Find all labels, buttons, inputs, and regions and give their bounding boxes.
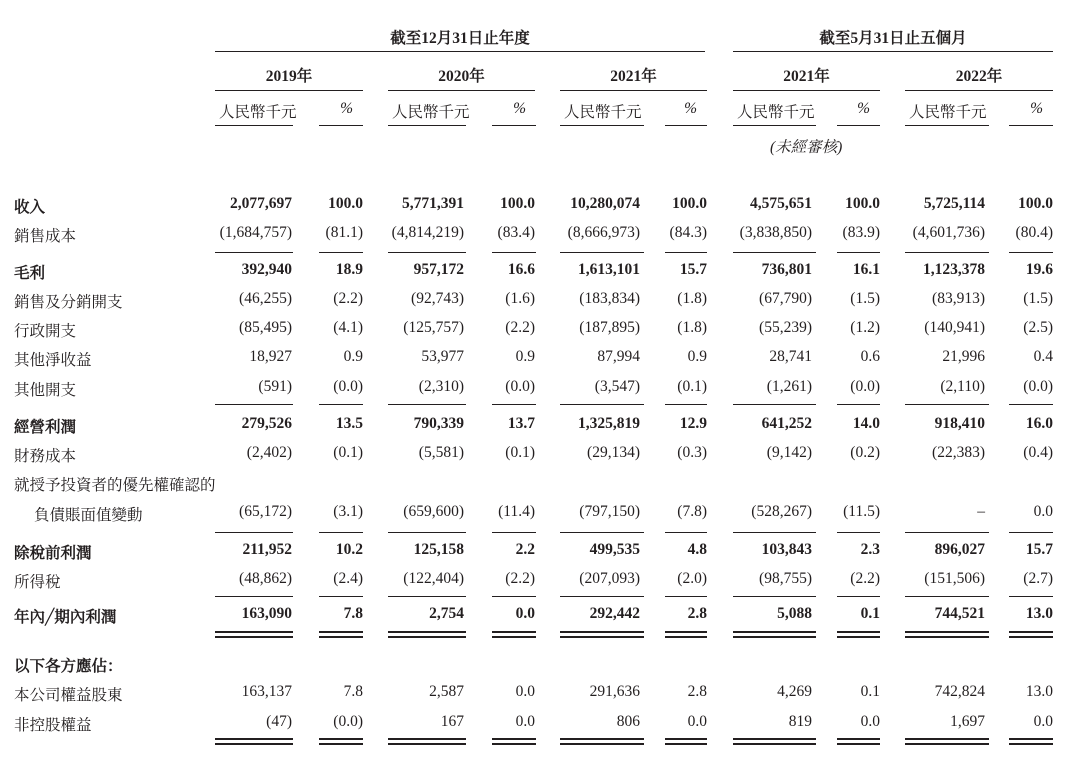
row-label: 就授予投資者的優先權確認的: [14, 477, 216, 494]
total-double-rule: [560, 738, 644, 740]
pct-cell: (1.6): [505, 290, 535, 307]
subtotal-rule: [388, 252, 466, 253]
amount-cell: 392,940: [241, 261, 292, 278]
pct-cell: 16.6: [507, 261, 535, 278]
amount-cell: 918,410: [934, 415, 985, 432]
period-year: 2021年: [610, 68, 657, 85]
subtotal-rule: [905, 404, 989, 405]
pct-cell: 0.1: [860, 605, 880, 622]
total-double-rule: [837, 738, 880, 740]
total-double-rule: [733, 738, 816, 740]
amount-cell: (3,838,850): [739, 224, 812, 241]
total-double-rule: [560, 631, 644, 633]
pct-cell: (1.2): [850, 319, 880, 336]
pct-cell: (2.2): [850, 570, 880, 587]
amount-cell: 736,801: [761, 261, 812, 278]
subtotal-rule: [837, 596, 880, 597]
pct-cell: 19.6: [1025, 261, 1053, 278]
amount-cell: 5,088: [777, 605, 812, 622]
pct-cell: 0.4: [1033, 348, 1053, 365]
amount-cell: (1,261): [766, 378, 812, 395]
unit-pct-rule: [1009, 125, 1053, 126]
unit-amount-label: 人民幣千元: [564, 104, 642, 121]
amount-cell: 790,339: [413, 415, 464, 432]
pct-cell: 16.0: [1025, 415, 1053, 432]
pct-cell: (2.4): [333, 570, 363, 587]
total-double-rule: [733, 743, 816, 745]
pct-cell: 12.9: [679, 415, 707, 432]
pct-cell: (0.4): [1023, 444, 1053, 461]
total-double-rule: [492, 636, 536, 638]
subtotal-rule: [319, 532, 363, 533]
total-double-rule: [388, 631, 466, 633]
pct-cell: (0.0): [333, 713, 363, 730]
pct-cell: 13.0: [1025, 683, 1053, 700]
subtotal-rule: [1009, 532, 1053, 533]
row-label: 收入: [14, 199, 46, 216]
pct-cell: 0.0: [1033, 713, 1053, 730]
amount-cell: (207,093): [579, 570, 640, 587]
pct-cell: 18.9: [335, 261, 363, 278]
group-rule-right: [733, 51, 1053, 52]
year-rule: [388, 90, 535, 91]
pct-cell: 15.7: [679, 261, 707, 278]
amount-cell: 2,077,697: [230, 195, 292, 212]
pct-cell: (0.2): [850, 444, 880, 461]
subtotal-rule: [905, 532, 989, 533]
row-label: 行政開支: [14, 323, 77, 340]
subtotal-rule: [837, 252, 880, 253]
amount-cell: (83,913): [932, 290, 985, 307]
unit-amount-label: 人民幣千元: [392, 104, 470, 121]
pct-cell: (1.8): [677, 319, 707, 336]
total-double-rule: [905, 636, 989, 638]
total-double-rule: [905, 738, 989, 740]
pct-cell: 0.9: [343, 348, 363, 365]
amount-cell: 103,843: [761, 541, 812, 558]
row-label: 除稅前利潤: [14, 545, 92, 562]
subtotal-rule: [905, 252, 989, 253]
amount-cell: (797,150): [579, 503, 640, 520]
amount-cell: –: [977, 503, 985, 520]
amount-cell: 87,994: [597, 348, 640, 365]
subtotal-rule: [665, 532, 707, 533]
unit-amount-label: 人民幣千元: [909, 104, 987, 121]
total-double-rule: [837, 636, 880, 638]
pct-cell: (0.3): [677, 444, 707, 461]
pct-cell: 14.0: [852, 415, 880, 432]
amount-cell: 742,824: [934, 683, 985, 700]
total-double-rule: [665, 631, 707, 633]
amount-cell: 744,521: [934, 605, 985, 622]
total-double-rule: [319, 636, 363, 638]
subtotal-rule: [733, 252, 816, 253]
unit-pct-rule: [492, 125, 536, 126]
pct-cell: 13.7: [507, 415, 535, 432]
amount-cell: (528,267): [751, 503, 812, 520]
total-double-rule: [665, 743, 707, 745]
unit-pct-label: %: [1030, 100, 1043, 117]
total-double-rule: [319, 631, 363, 633]
subtotal-rule: [733, 404, 816, 405]
row-label: 經營利潤: [14, 419, 77, 436]
amount-cell: 4,575,651: [750, 195, 812, 212]
amount-cell: 292,442: [589, 605, 640, 622]
total-double-rule: [388, 738, 466, 740]
total-double-rule: [388, 743, 466, 745]
pct-cell: 2.3: [860, 541, 880, 558]
amount-cell: 1,123,378: [923, 261, 985, 278]
attributable-heading: 以下各方應佔：: [14, 658, 123, 675]
total-double-rule: [215, 738, 293, 740]
pct-cell: (2.7): [1023, 570, 1053, 587]
pct-cell: (83.9): [842, 224, 880, 241]
total-double-rule: [560, 636, 644, 638]
pct-cell: (0.0): [1023, 378, 1053, 395]
pct-cell: (11.4): [498, 503, 535, 520]
pct-cell: 0.9: [687, 348, 707, 365]
period-year: 2021年: [783, 68, 830, 85]
subtotal-rule: [560, 404, 644, 405]
total-double-rule: [733, 631, 816, 633]
subtotal-rule: [215, 404, 293, 405]
unit-amount-rule: [560, 125, 644, 126]
amount-cell: 18,927: [249, 348, 292, 365]
subtotal-rule: [215, 532, 293, 533]
amount-cell: (92,743): [411, 290, 464, 307]
pct-cell: 7.8: [343, 605, 363, 622]
year-rule: [733, 90, 880, 91]
amount-cell: (140,941): [924, 319, 985, 336]
subtotal-rule: [319, 252, 363, 253]
amount-cell: 806: [616, 713, 640, 730]
pct-cell: 4.8: [687, 541, 707, 558]
subtotal-rule: [560, 532, 644, 533]
amount-cell: (1,684,757): [219, 224, 292, 241]
amount-cell: 5,771,391: [402, 195, 464, 212]
total-double-rule: [215, 636, 293, 638]
total-double-rule: [1009, 636, 1053, 638]
total-double-rule: [215, 631, 293, 633]
amount-cell: 167: [440, 713, 464, 730]
pct-cell: 100.0: [1018, 195, 1053, 212]
unit-amount-rule: [388, 125, 466, 126]
amount-cell: (187,895): [579, 319, 640, 336]
amount-cell: (22,383): [932, 444, 985, 461]
unit-amount-rule: [215, 125, 293, 126]
unit-amount-label: 人民幣千元: [219, 104, 297, 121]
pct-cell: (3.1): [333, 503, 363, 520]
total-double-rule: [665, 636, 707, 638]
amount-cell: (4,601,736): [912, 224, 985, 241]
row-label: 銷售成本: [14, 228, 77, 245]
subtotal-rule: [492, 404, 536, 405]
amount-cell: (67,790): [759, 290, 812, 307]
amount-cell: (122,404): [403, 570, 464, 587]
pct-cell: 2.2: [515, 541, 535, 558]
pct-cell: (0.0): [333, 378, 363, 395]
amount-cell: (8,666,973): [567, 224, 640, 241]
subtotal-rule: [665, 404, 707, 405]
pct-cell: 13.5: [335, 415, 363, 432]
amount-cell: (98,755): [759, 570, 812, 587]
row-label: 銷售及分銷開支: [14, 294, 123, 311]
amount-cell: (2,310): [418, 378, 464, 395]
amount-cell: (65,172): [239, 503, 292, 520]
amount-cell: (55,239): [759, 319, 812, 336]
amount-cell: 5,725,114: [923, 195, 985, 212]
row-label: 本公司權益股東: [14, 687, 123, 704]
amount-cell: 163,090: [241, 605, 292, 622]
amount-cell: 1,613,101: [578, 261, 640, 278]
subtotal-rule: [492, 252, 536, 253]
row-label: 年內╱期內利潤: [14, 609, 117, 626]
pct-cell: (2.5): [1023, 319, 1053, 336]
unit-pct-label: %: [513, 100, 526, 117]
total-double-rule: [319, 738, 363, 740]
amount-cell: (659,600): [403, 503, 464, 520]
amount-cell: 28,741: [769, 348, 812, 365]
pct-cell: 10.2: [335, 541, 363, 558]
amount-cell: 499,535: [589, 541, 640, 558]
pct-cell: (0.0): [505, 378, 535, 395]
subtotal-rule: [837, 404, 880, 405]
total-double-rule: [837, 631, 880, 633]
pct-cell: (81.1): [325, 224, 363, 241]
pct-cell: (0.1): [677, 378, 707, 395]
pct-cell: (83.4): [497, 224, 535, 241]
amount-cell: 957,172: [413, 261, 464, 278]
amount-cell: 125,158: [413, 541, 464, 558]
pct-cell: 0.6: [860, 348, 880, 365]
row-label: 非控股權益: [14, 717, 92, 734]
amount-cell: (125,757): [403, 319, 464, 336]
total-double-rule: [560, 743, 644, 745]
subtotal-rule: [215, 596, 293, 597]
group-header-five-months: 截至5月31日止五個月: [819, 30, 967, 47]
amount-cell: 641,252: [761, 415, 812, 432]
pct-cell: (2.0): [677, 570, 707, 587]
subtotal-rule: [665, 596, 707, 597]
subtotal-rule: [492, 596, 536, 597]
subtotal-rule: [319, 404, 363, 405]
pct-cell: (1.5): [1023, 290, 1053, 307]
unit-pct-label: %: [340, 100, 353, 117]
subtotal-rule: [215, 252, 293, 253]
amount-cell: (183,834): [579, 290, 640, 307]
total-double-rule: [905, 743, 989, 745]
unit-amount-rule: [905, 125, 989, 126]
pct-cell: (80.4): [1015, 224, 1053, 241]
pct-cell: (7.8): [677, 503, 707, 520]
unit-amount-rule: [733, 125, 816, 126]
amount-cell: (9,142): [766, 444, 812, 461]
unit-pct-label: %: [684, 100, 697, 117]
pct-cell: 2.8: [687, 605, 707, 622]
pct-cell: 15.7: [1025, 541, 1053, 558]
total-double-rule: [837, 743, 880, 745]
pct-cell: 0.0: [860, 713, 880, 730]
subtotal-rule: [905, 596, 989, 597]
year-rule: [905, 90, 1053, 91]
unit-amount-label: 人民幣千元: [737, 104, 815, 121]
amount-cell: (2,402): [246, 444, 292, 461]
amount-cell: 2,754: [429, 605, 464, 622]
pct-cell: 0.0: [515, 605, 535, 622]
pct-cell: 100.0: [328, 195, 363, 212]
row-label-continued: 負債賬面值變動: [34, 507, 143, 524]
amount-cell: 279,526: [241, 415, 292, 432]
pct-cell: (0.0): [850, 378, 880, 395]
row-label: 所得稅: [14, 574, 61, 591]
amount-cell: 1,325,819: [578, 415, 640, 432]
amount-cell: (29,134): [587, 444, 640, 461]
total-double-rule: [905, 631, 989, 633]
total-double-rule: [492, 631, 536, 633]
pct-cell: 100.0: [845, 195, 880, 212]
subtotal-rule: [388, 404, 466, 405]
pct-cell: (11.5): [843, 503, 880, 520]
amount-cell: 163,137: [241, 683, 292, 700]
subtotal-rule: [388, 532, 466, 533]
pct-cell: (2.2): [333, 290, 363, 307]
total-double-rule: [1009, 743, 1053, 745]
amount-cell: (4,814,219): [391, 224, 464, 241]
total-double-rule: [1009, 738, 1053, 740]
amount-cell: 896,027: [934, 541, 985, 558]
row-label: 其他開支: [14, 382, 77, 399]
pct-cell: (84.3): [669, 224, 707, 241]
amount-cell: (85,495): [239, 319, 292, 336]
amount-cell: 4,269: [777, 683, 812, 700]
amount-cell: (3,547): [594, 378, 640, 395]
amount-cell: (151,506): [924, 570, 985, 587]
pct-cell: (1.8): [677, 290, 707, 307]
pct-cell: 0.0: [515, 683, 535, 700]
amount-cell: (47): [266, 713, 292, 730]
pct-cell: (0.1): [333, 444, 363, 461]
amount-cell: 21,996: [942, 348, 985, 365]
period-year: 2022年: [955, 68, 1003, 85]
pct-cell: 2.8: [687, 683, 707, 700]
group-rule-left: [215, 51, 705, 52]
row-label: 財務成本: [14, 448, 77, 465]
amount-cell: (2,110): [940, 378, 985, 395]
total-double-rule: [215, 743, 293, 745]
period-year: 2020年: [438, 68, 485, 85]
subtotal-rule: [560, 596, 644, 597]
period-year: 2019年: [265, 68, 313, 85]
amount-cell: 819: [788, 713, 812, 730]
pct-cell: (0.1): [505, 444, 535, 461]
subtotal-rule: [1009, 596, 1053, 597]
subtotal-rule: [388, 596, 466, 597]
unit-pct-rule: [837, 125, 880, 126]
row-label: 其他淨收益: [14, 352, 92, 369]
pct-cell: 0.9: [515, 348, 535, 365]
amount-cell: (48,862): [239, 570, 292, 587]
pct-cell: 0.1: [860, 683, 880, 700]
subtotal-rule: [733, 532, 816, 533]
total-double-rule: [733, 636, 816, 638]
unaudited-note: (未經審核): [770, 139, 843, 156]
total-double-rule: [492, 743, 536, 745]
subtotal-rule: [560, 252, 644, 253]
amount-cell: 291,636: [589, 683, 640, 700]
subtotal-rule: [319, 596, 363, 597]
subtotal-rule: [837, 532, 880, 533]
total-double-rule: [388, 636, 466, 638]
pct-cell: 16.1: [852, 261, 880, 278]
amount-cell: (591): [258, 378, 292, 395]
pct-cell: (1.5): [850, 290, 880, 307]
subtotal-rule: [1009, 404, 1053, 405]
pct-cell: 0.0: [687, 713, 707, 730]
total-double-rule: [665, 738, 707, 740]
amount-cell: 1,697: [950, 713, 985, 730]
amount-cell: 10,280,074: [570, 195, 640, 212]
pct-cell: (2.2): [505, 319, 535, 336]
subtotal-rule: [733, 596, 816, 597]
group-header-fiscal-year: 截至12月31日止年度: [390, 30, 530, 47]
amount-cell: (46,255): [239, 290, 292, 307]
pct-cell: 0.0: [1033, 503, 1053, 520]
subtotal-rule: [1009, 252, 1053, 253]
pct-cell: 13.0: [1025, 605, 1053, 622]
row-label: 毛利: [14, 265, 46, 282]
pct-cell: 100.0: [500, 195, 535, 212]
total-double-rule: [319, 743, 363, 745]
unit-pct-label: %: [857, 100, 870, 117]
pct-cell: (2.2): [505, 570, 535, 587]
subtotal-rule: [665, 252, 707, 253]
amount-cell: (5,581): [418, 444, 464, 461]
amount-cell: 53,977: [421, 348, 464, 365]
subtotal-rule: [492, 532, 536, 533]
pct-cell: 100.0: [672, 195, 707, 212]
total-double-rule: [492, 738, 536, 740]
unit-pct-rule: [319, 125, 363, 126]
pct-cell: 7.8: [343, 683, 363, 700]
pct-cell: 0.0: [515, 713, 535, 730]
unit-pct-rule: [665, 125, 707, 126]
amount-cell: 2,587: [429, 683, 464, 700]
total-double-rule: [1009, 631, 1053, 633]
year-rule: [560, 90, 707, 91]
pct-cell: (4.1): [333, 319, 363, 336]
year-rule: [215, 90, 363, 91]
amount-cell: 211,952: [242, 541, 292, 558]
